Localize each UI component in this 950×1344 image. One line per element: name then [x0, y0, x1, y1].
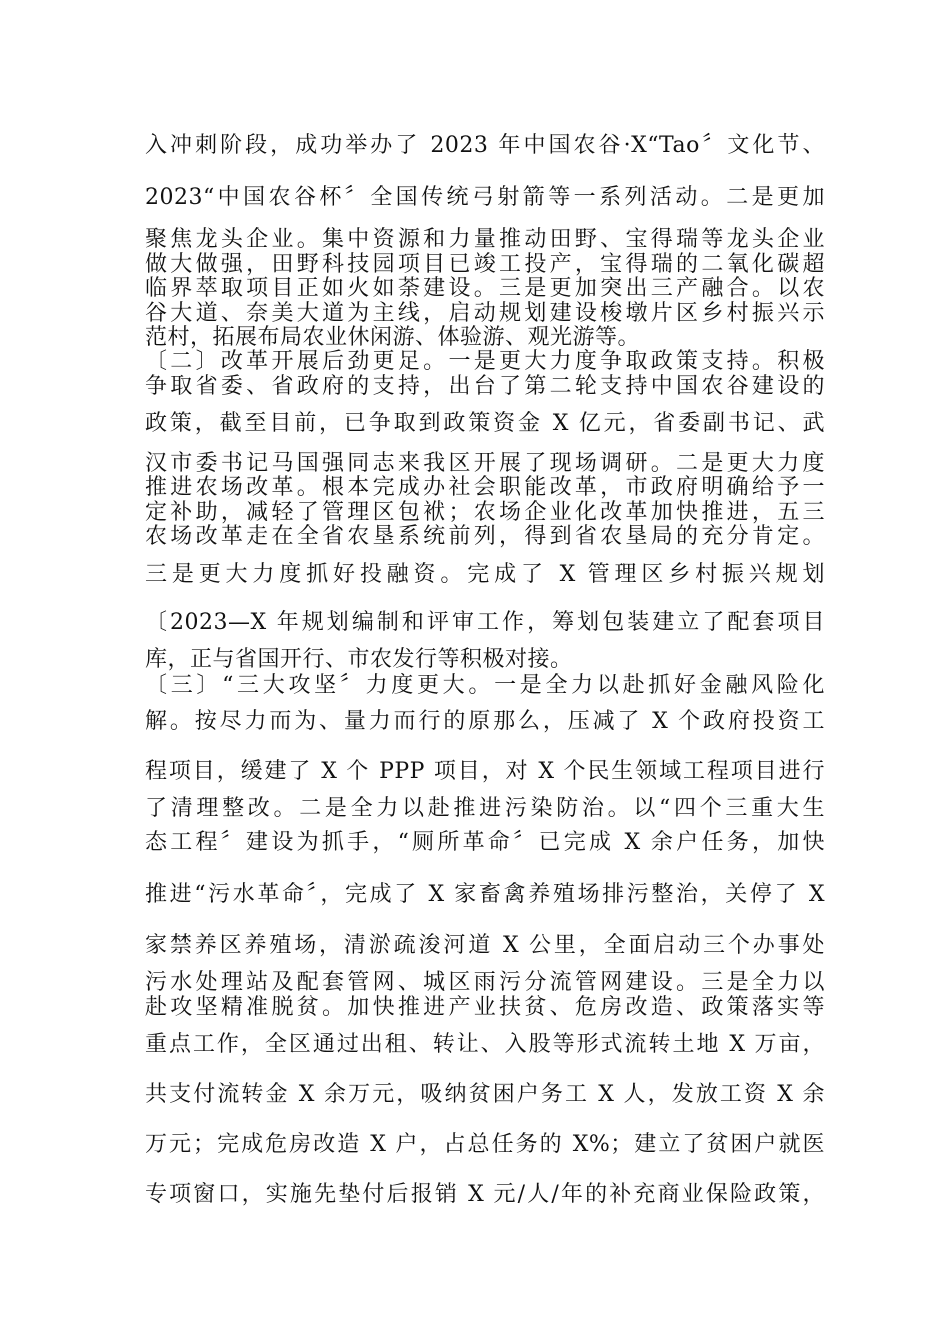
- text-line: 共支付流转金 X 余万元，吸纳贫困户务工 X 人，发放工资 X 余: [145, 1082, 825, 1107]
- text-line: 家禁养区养殖场，清淤疏浚河道 X 公里，全面启动三个办事处: [145, 933, 825, 958]
- text-line: 〔2023—X 年规划编制和评审工作，筹划包装建立了配套项目: [145, 610, 825, 635]
- text-line: 临界萃取项目正如火如荼建设。三是更加突出三产融合。以农: [145, 276, 825, 301]
- text-line: 赴攻坚精准脱贫。加快推进产业扶贫、危房改造、政策落实等: [145, 995, 825, 1020]
- text-line: 万元；完成危房改造 X 户，占总任务的 X%；建立了贫困户就医: [145, 1132, 825, 1157]
- text-line: 谷大道、奈美大道为主线，启动规划建设梭墩片区乡村振兴示: [145, 301, 825, 326]
- text-line: 聚焦龙头企业。集中资源和力量推动田野、宝得瑞等龙头企业: [145, 227, 825, 252]
- text-line: 范村，拓展布局农业休闲游、体验游、观光游等。: [145, 325, 641, 350]
- text-line: 〔三〕“三大攻坚〞力度更大。一是全力以赴抓好金融风险化: [145, 673, 825, 698]
- text-line: 汉市委书记马国强同志来我区开展了现场调研。二是更大力度: [145, 451, 825, 476]
- text-line: 了清理整改。二是全力以赴推进污染防治。以“四个三重大生: [145, 796, 825, 821]
- text-line: 推进“污水革命〞，完成了 X 家畜禽养殖场排污整治，关停了 X: [145, 882, 825, 907]
- text-line: 重点工作，全区通过出租、转让、入股等形式流转土地 X 万亩，: [145, 1032, 825, 1057]
- text-line: 专项窗口，实施先垫付后报销 X 元/人/年的补充商业保险政策，: [145, 1182, 825, 1207]
- text-line: 污水处理站及配套管网、城区雨污分流管网建设。三是全力以: [145, 970, 825, 995]
- text-line: 推进农场改革。根本完成办社会职能改革，市政府明确给予一: [145, 475, 825, 500]
- text-line: 农场改革走在全省农垦系统前列，得到省农垦局的充分肯定。: [145, 524, 825, 549]
- text-line: 程项目，缓建了 X 个 PPP 项目，对 X 个民生领域工程项目进行: [145, 759, 825, 784]
- text-line: 三是更大力度抓好投融资。完成了 X 管理区乡村振兴规划: [145, 562, 825, 587]
- text-line: 库，正与省国开行、市农发行等积极对接。: [145, 647, 573, 672]
- text-line: 态工程〞建设为抓手，“厕所革命〞已完成 X 余户任务，加快: [145, 830, 825, 855]
- text-line: 解。按尽力而为、量力而行的原那么，压减了 X 个政府投资工: [145, 709, 825, 734]
- text-line: 2023“中国农谷杯〞全国传统弓射箭等一系列活动。二是更加: [145, 185, 825, 210]
- text-line: 政策，截至目前，已争取到政策资金 X 亿元，省委副书记、武: [145, 411, 825, 436]
- text-line: 入冲刺阶段，成功举办了 2023 年中国农谷·X“Tao〞文化节、: [145, 133, 825, 158]
- text-line: 做大做强，田野科技园项目已竣工投产，宝得瑞的二氧化碳超: [145, 252, 825, 277]
- text-line: 争取省委、省政府的支持，出台了第二轮支持中国农谷建设的: [145, 374, 825, 399]
- text-line: 〔二〕改革开展后劲更足。一是更大力度争取政策支持。积极: [145, 349, 825, 374]
- text-line: 定补助，减轻了管理区包袱；农场企业化改革加快推进，五三: [145, 500, 825, 525]
